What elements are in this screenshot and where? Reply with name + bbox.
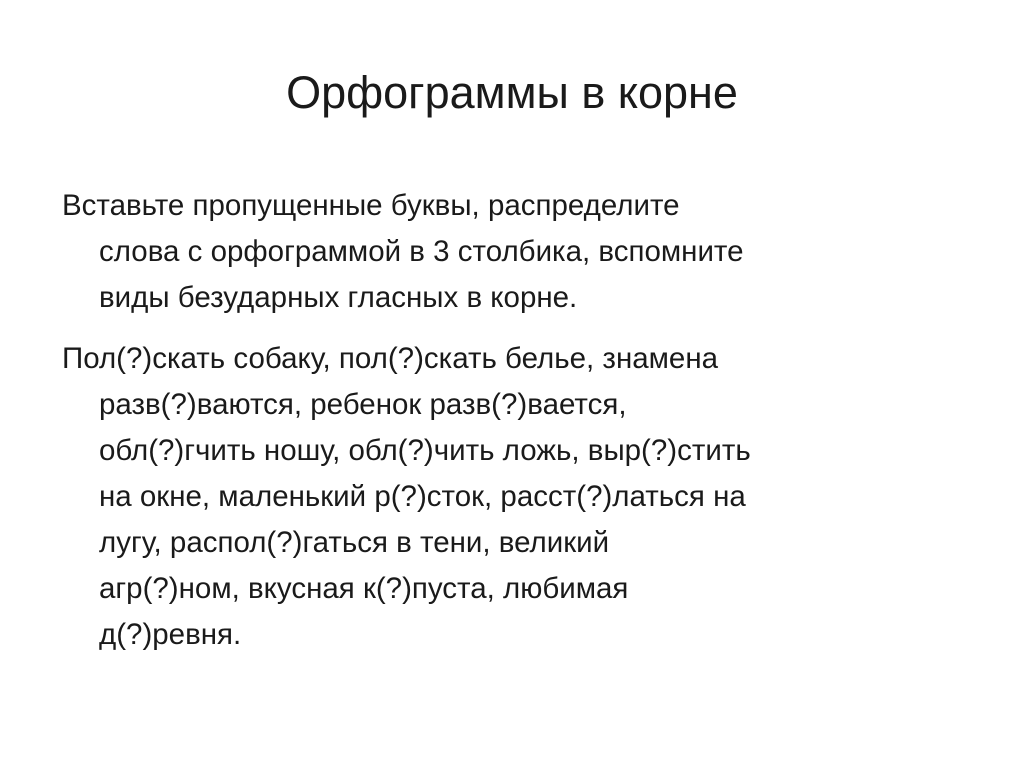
- exercise-line: обл(?)гчить ношу, обл(?)чить ложь, выр(?)стить: [99, 434, 751, 467]
- exercise-line: на окне, маленький р(?)сток, расст(?)латься на: [99, 480, 746, 513]
- exercise-line: Пол(?)скать собаку, пол(?)скать белье, знамена: [62, 342, 719, 375]
- exercise-line: лугу, распол(?)гаться в тени, великий: [99, 526, 610, 559]
- exercise-line: разв(?)ваются, ребенок разв(?)вается,: [99, 388, 627, 421]
- instruction-line: виды безударных гласных в корне.: [99, 281, 578, 314]
- slide-title: Орфограммы в корне: [286, 67, 738, 118]
- exercise-line: д(?)ревня.: [99, 618, 242, 651]
- instruction-line: слова с орфограммой в 3 столбика, вспомните: [99, 235, 744, 268]
- exercise-paragraph: [62, 336, 992, 658]
- exercise-line: агр(?)ном, вкусная к(?)пуста, любимая: [99, 572, 629, 605]
- instruction-paragraph: [62, 183, 992, 321]
- instruction-line: Вставьте пропущенные буквы, распределите: [62, 189, 680, 222]
